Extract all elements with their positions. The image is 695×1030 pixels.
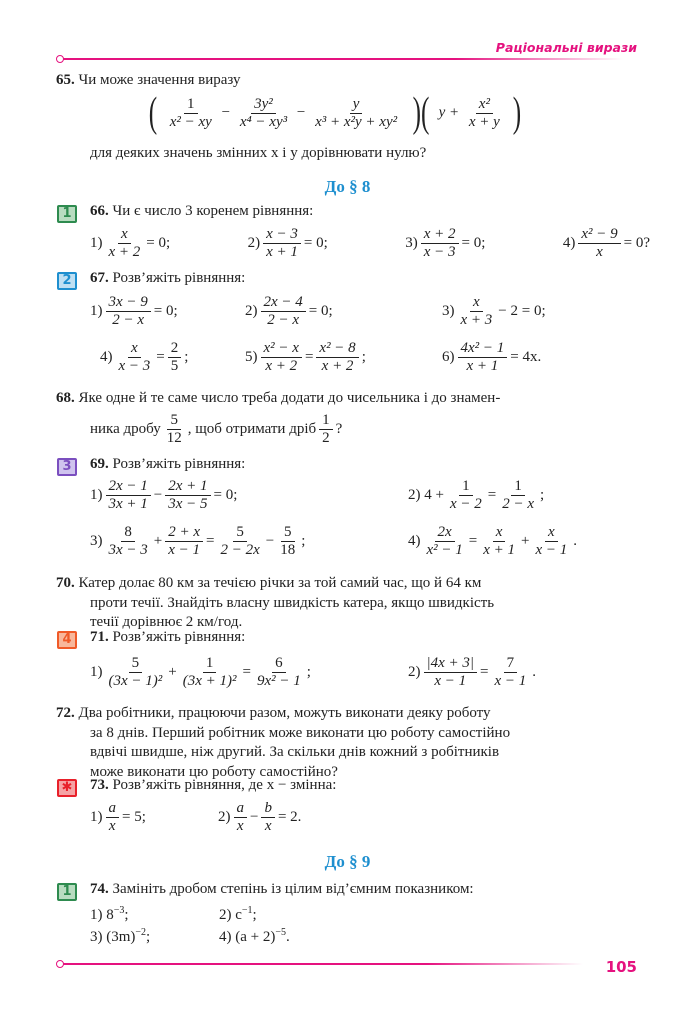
equation-item: 3) $\frac{x + 2}{x - 3}$ = 0;	[405, 226, 486, 260]
problem-69: 69. Розв’яжіть рівняння:	[90, 456, 246, 472]
level-badge-4: 4	[57, 631, 77, 649]
footer-rule	[63, 963, 583, 965]
level-badge-1: 1	[57, 883, 77, 901]
level-badge-1: 1	[57, 205, 77, 223]
problem-67: 67. Розв’яжіть рівняння:	[90, 270, 246, 286]
problem-66-items	[90, 226, 650, 261]
equation-item: 6) $\frac{\text{4x² − 1}}{x + 1}$ = 4x.	[442, 340, 542, 374]
equation-item: 1) $\frac{3x - 9}{2 - x}$ = 0;	[90, 294, 178, 328]
power-item: 4) $(a + 2)^{-5}$.	[219, 927, 290, 945]
equation-item: 1) $\frac{x}{x + 2}$ = 0;	[90, 226, 171, 260]
problem-65-expression: ( $\frac{1}{\text{x² − xy}}$ − $\frac{\text{3y²}}{\text{x⁴ − xy³}}$ − $\frac{y}{\text{x³ + x²y + xy²}}$ )( y + $\frac{\text{x²}}{x + y}$ )	[148, 90, 521, 136]
fraction: $\frac{1}{\text{x² − xy}}$	[169, 95, 212, 130]
running-header-title: Раціональні вирази	[495, 40, 637, 55]
section-heading-9: До § 9	[324, 852, 371, 871]
page-number: 105	[605, 958, 637, 976]
level-badge-2: 2	[57, 272, 77, 290]
fraction: $\frac{y}{\text{x³ + x²y + xy²}}$	[315, 95, 398, 130]
problem-65	[56, 72, 241, 89]
problem-68: 68. Яке одне й те саме число треба додати до чисельника і до знамен-	[56, 390, 501, 406]
problem-number: 65.	[56, 72, 75, 88]
equation-item: 2) $\frac{2x - 4}{2 - x}$ = 0;	[245, 294, 333, 328]
equation-item: 1) $\frac{a}{x}$ = 5;	[90, 800, 146, 834]
power-item: 2) $c^{-1}$;	[219, 905, 257, 923]
equation-item: 2) $\frac{a}{x}$ − $\frac{b}{x}$ = 2.	[218, 800, 302, 834]
problem-65-text2: для деяких значень змінних x і y дорівнювати нулю?	[90, 145, 427, 161]
power-item: 1) $8^{-3}$;	[90, 905, 129, 923]
fraction: $\frac{\text{x²}}{x + y}$	[468, 95, 500, 130]
equation-item: 3) $\frac{x}{x + 3}$ − 2 = 0;	[442, 294, 546, 328]
problem-68-line2: ника дробу $\frac{5}{12}$ , щоб отримати дріб $\frac{1}{2}$ ?	[90, 412, 343, 446]
problem-70: 70. Катер долає 80 км за течією річки за той самий час, що й 64 км проти течії. Знайдіть власну швидкість катера, якщо швидкість течії дорівнює 2 км/год.	[56, 575, 495, 630]
fraction: $\frac{\text{3y²}}{\text{x⁴ − xy³}}$	[239, 95, 288, 130]
power-item: 3) $(3m)^{-2}$;	[90, 927, 151, 945]
equation-item: 2) $\frac{|4x + 3|}{x - 1}$ = $\frac{7}{x - 1}$ .	[408, 655, 537, 689]
equation-item: 2) $\frac{x - 3}{x + 1}$ = 0;	[247, 226, 328, 260]
equation-item: 4) $\frac{2x}{\text{x² − 1}}$ = $\frac{x}{x + 1}$ + $\frac{x}{x - 1}$ .	[408, 524, 578, 558]
header-rule	[63, 58, 623, 60]
equation-item: 2) 4 + $\frac{1}{x - 2}$ = $\frac{1}{2 - x}$ ;	[408, 478, 545, 512]
equation-item: 4) $\frac{x}{x - 3}$ = $\frac{2}{5}$ ;	[100, 340, 189, 374]
problem-74: 74. Замініть дробом степінь із цілим від’ємним показником:	[90, 881, 474, 897]
equation-item: 5) $\frac{\text{x² − x}}{x + 2}$ = $\frac{\text{x² − 8}}{x + 2}$ ;	[245, 340, 366, 374]
equation-item: 1) $\frac{5}{\text{(3x − 1)²}}$ + $\frac{1}{\text{(3x + 1)²}}$ = $\frac{6}{\text{9x² − 1}}$ ;	[90, 655, 311, 689]
problem-72: 72. Два робітники, працюючи разом, можуть виконати деяку роботу за 8 днів. Перший робітник може виконати цю роботу самостійно вдвічі швидше, ніж другий. За скільки днів кожний з робітників може виконати цю роботу самостійно?	[56, 705, 511, 780]
problem-73: 73. Розв’яжіть рівняння, де x − змінна:	[90, 777, 337, 793]
section-heading-8: До § 8	[324, 177, 371, 196]
equation-item: 3) $\frac{8}{3x - 3}$ + $\frac{2 + x}{x - 1}$ = $\frac{5}{2 - 2x}$ − $\frac{5}{18}$ ;	[90, 524, 306, 558]
problem-66: 66. Чи є число 3 коренем рівняння:	[90, 203, 314, 219]
problem-71: 71. Розв’яжіть рівняння:	[90, 629, 246, 645]
problem-text: Чи може значення виразу	[78, 72, 241, 88]
level-badge-star: ✱	[57, 779, 77, 797]
equation-item: 4) $\frac{\text{x² − 9}}{x}$ = 0?	[562, 226, 650, 260]
level-badge-3: 3	[57, 458, 77, 476]
equation-item: 1) $\frac{2x - 1}{3x + 1}$ − $\frac{2x + 1}{3x - 5}$ = 0;	[90, 478, 238, 512]
